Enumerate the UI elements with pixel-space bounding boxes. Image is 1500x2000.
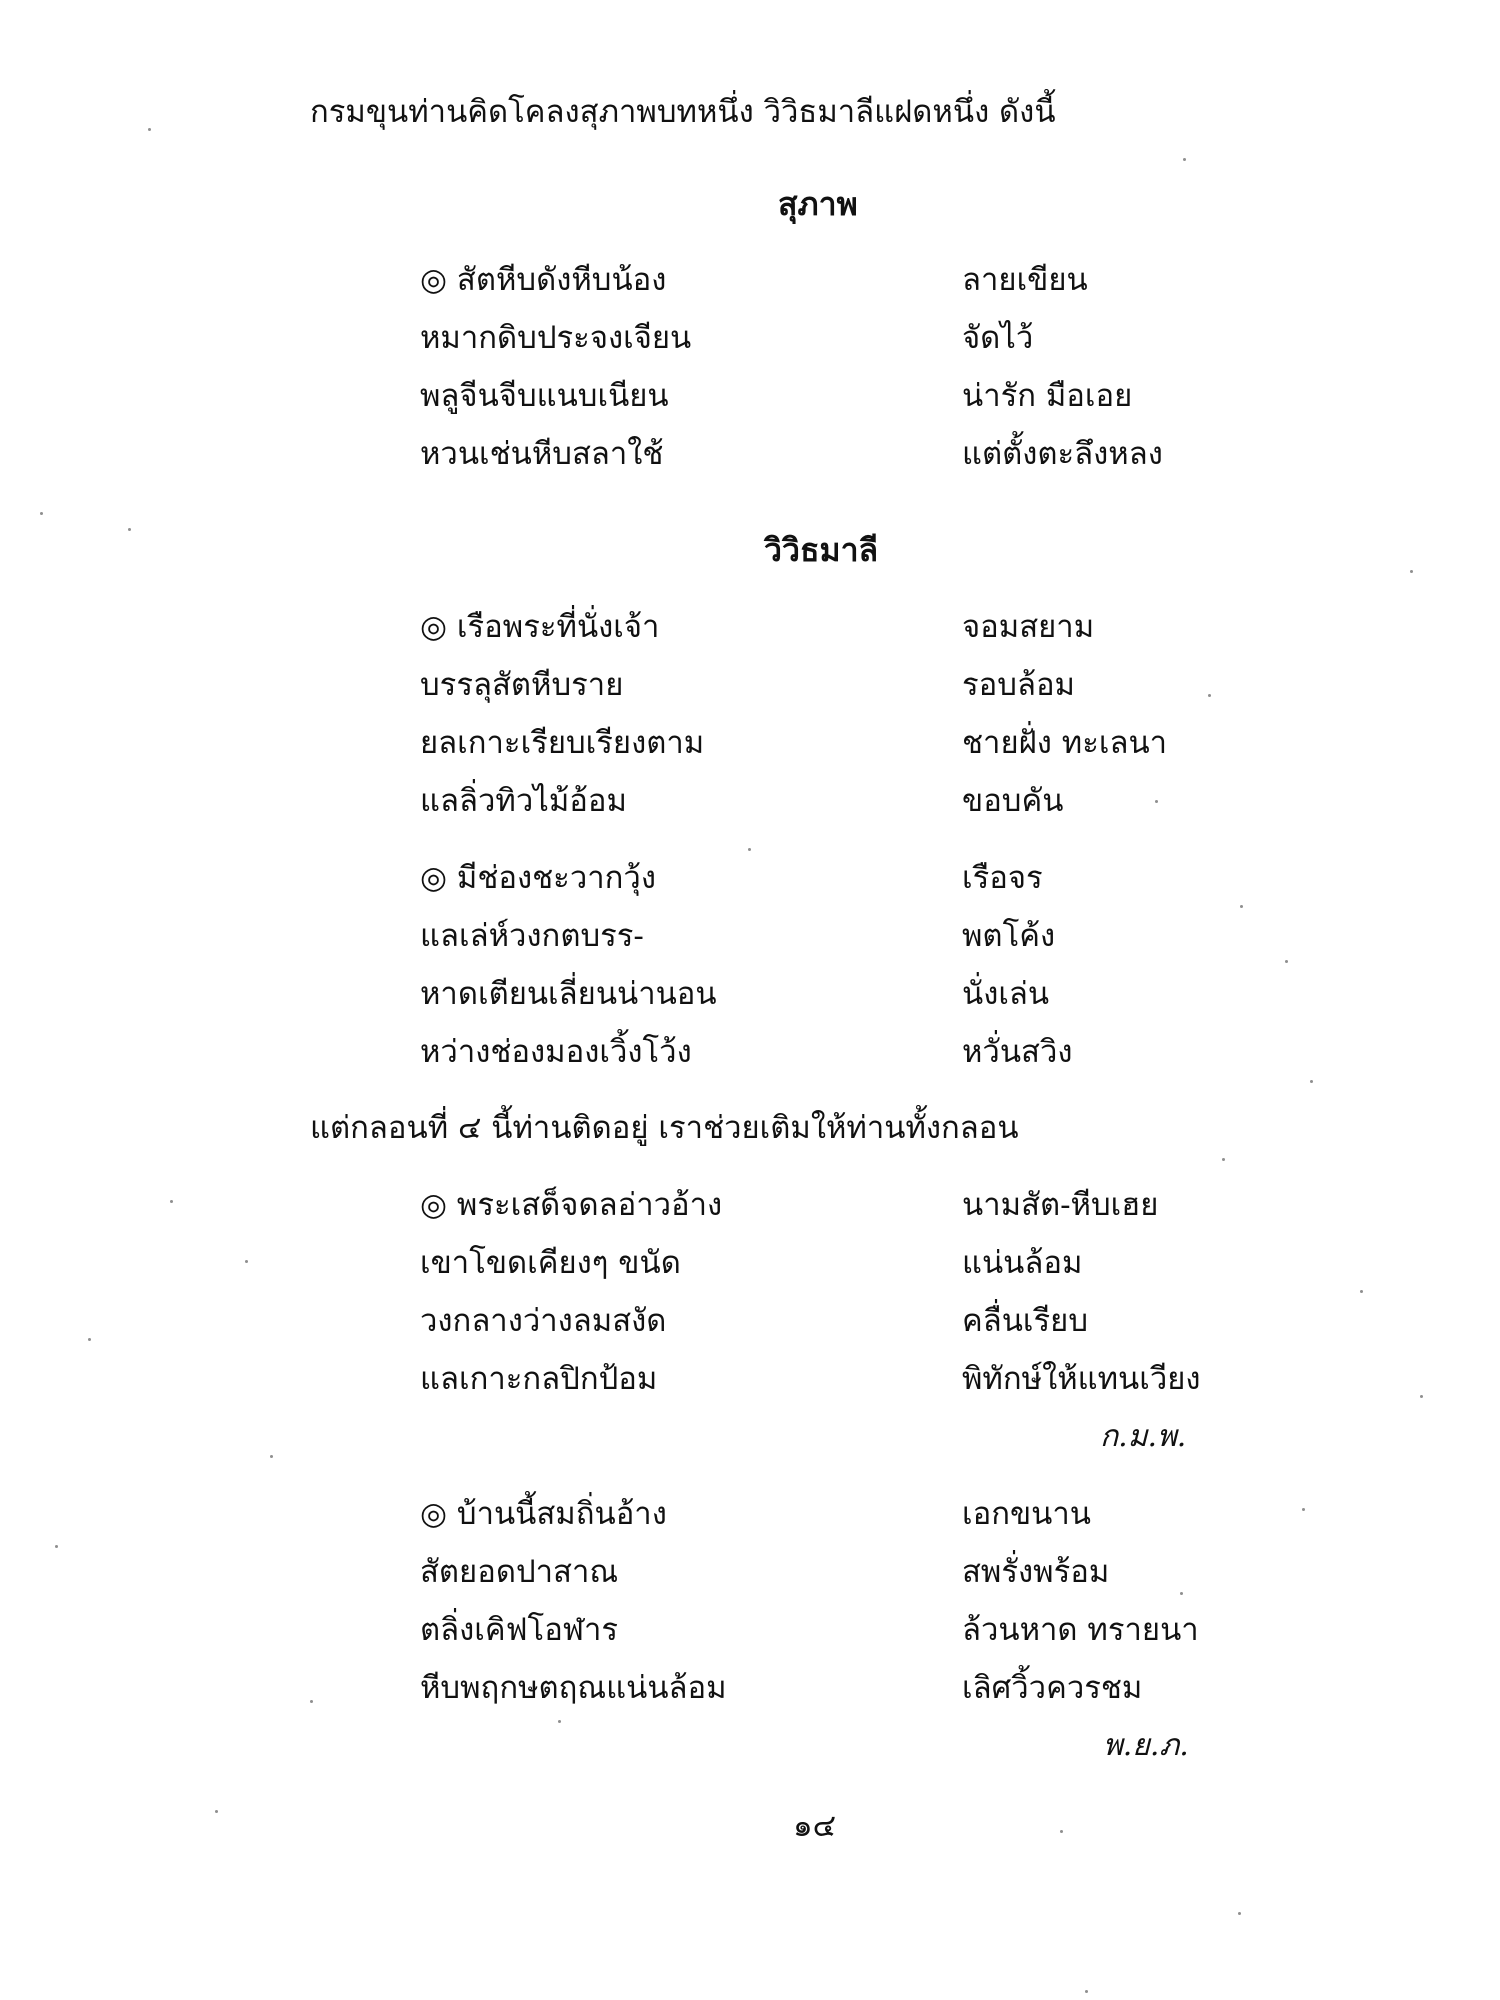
- poem-line-right: นั่งเล่น: [962, 976, 1050, 1012]
- note-text: แต่กลอนที่ ๔ นี้ท่านติดอยู่ เราช่วยเติมให้ท่านทั้งกลอน: [310, 1110, 1019, 1146]
- poem-line-right: สพรั่งพร้อม: [962, 1554, 1110, 1590]
- poem-line-left: พลูจีนจีบแนบเนียน: [420, 378, 669, 414]
- poem-line-left: หมากดิบประจงเจียน: [420, 320, 692, 356]
- poem-line-right: นามสัต-หีบเฮย: [962, 1187, 1159, 1223]
- poem-line-left: แลเล่ห์วงกตบรร-: [420, 918, 644, 954]
- intro-text: กรมขุนท่านคิดโคลงสุภาพบทหนึ่ง วิวิธมาลีแฝดหนึ่ง ดังนี้: [310, 94, 1056, 130]
- poem-line-left: แลเกาะกลปิกป้อม: [420, 1361, 658, 1397]
- poem-line-right: พตโค้ง: [962, 918, 1056, 954]
- poem-line-left: ยลเกาะเรียบเรียงตาม: [420, 725, 705, 761]
- heading-wiwitthamali: วิวิธมาลี: [764, 531, 879, 569]
- poem-line-left: หาดเตียนเลี่ยนน่านอน: [420, 976, 717, 1012]
- attribution-2: พ.ย.ภ.: [1103, 1728, 1189, 1763]
- poem-line-left: ตลิ่งเคิฟโอฬาร: [420, 1612, 619, 1648]
- page-number: ๑๔: [793, 1808, 837, 1844]
- poem-line-left: เขาโขดเคียงๆ ขนัด: [420, 1245, 681, 1281]
- poem-line-left: ◎ พระเสด็จดลอ่าวอ้าง: [420, 1187, 723, 1223]
- poem-line-right: คลื่นเรียบ: [962, 1303, 1089, 1339]
- poem-line-left: ◎ บ้านนี้สมถิ่นอ้าง: [420, 1496, 667, 1532]
- poem-line-right: แต่ตั้งตะลึงหลง: [962, 436, 1163, 472]
- poem-line-right: เรือจร: [962, 860, 1043, 896]
- poem-line-left: ◎ สัตหีบดังหีบน้อง: [420, 262, 667, 298]
- poem-line-right: ลายเขียน: [962, 262, 1088, 298]
- poem-line-right: ชายฝั่ง ทะเลนา: [962, 725, 1168, 761]
- poem-line-right: จัดไว้: [962, 320, 1034, 356]
- poem-line-right: เอกขนาน: [962, 1496, 1091, 1532]
- poem-line-right: แน่นล้อม: [962, 1245, 1083, 1281]
- poem-line-right: หวั่นสวิง: [962, 1034, 1073, 1070]
- poem-line-left: บรรลุสัตหีบราย: [420, 667, 624, 703]
- poem-line-right: รอบล้อม: [962, 667, 1075, 703]
- poem-line-left: วงกลางว่างลมสงัด: [420, 1303, 667, 1339]
- heading-suphap: สุภาพ: [778, 185, 858, 223]
- poem-line-left: หวนเช่นหีบสลาใช้: [420, 436, 664, 472]
- poem-line-left: หีบพฤกษตฤณแน่นล้อม: [420, 1670, 727, 1706]
- poem-line-right: เลิศวิ้วควรชม: [962, 1670, 1143, 1706]
- poem-line-right: ขอบคัน: [962, 783, 1064, 819]
- poem-line-right: น่ารัก มือเอย: [962, 378, 1133, 414]
- poem-line-right: จอมสยาม: [962, 609, 1095, 645]
- poem-line-left: ◎ เรือพระที่นั่งเจ้า: [420, 609, 660, 645]
- poem-line-left: สัตยอดปาสาณ: [420, 1554, 619, 1590]
- poem-line-left: หว่างช่องมองเวิ้งโว้ง: [420, 1034, 692, 1070]
- attribution-1: ก.ม.พ.: [1100, 1419, 1187, 1454]
- poem-line-left: ◎ มีช่องชะวากวุ้ง: [420, 860, 656, 896]
- poem-line-right: พิทักษ์ให้แทนเวียง: [962, 1361, 1201, 1397]
- poem-line-left: แลลิ่วทิวไม้อ้อม: [420, 783, 627, 819]
- poem-line-right: ล้วนหาด ทรายนา: [962, 1612, 1199, 1648]
